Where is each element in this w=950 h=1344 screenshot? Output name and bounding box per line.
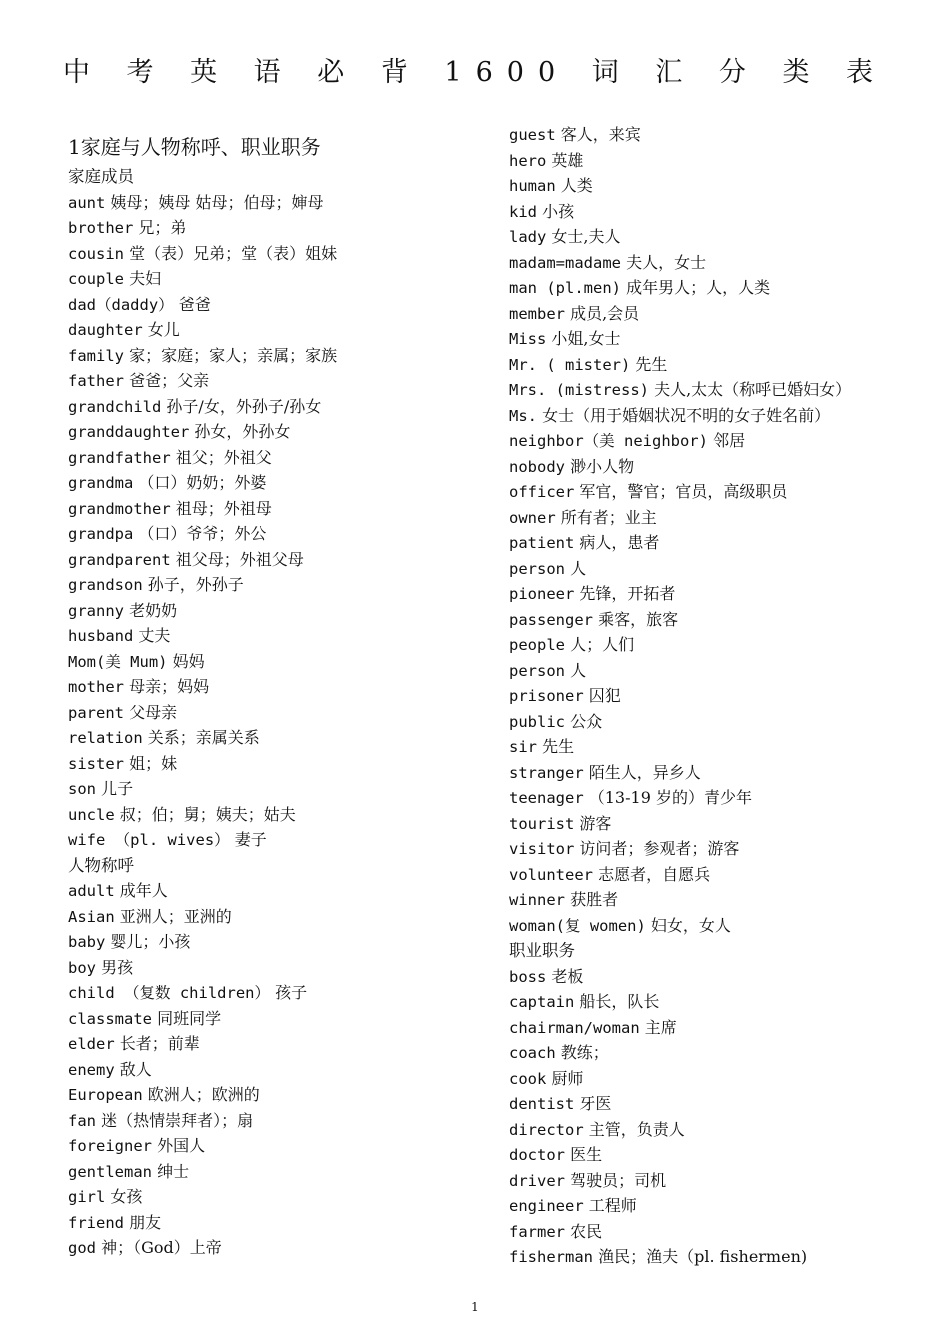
chinese-meaning: 绅士 xyxy=(157,1161,190,1181)
vocab-entry xyxy=(68,445,488,471)
vocab-entry xyxy=(509,1244,929,1270)
vocab-entry xyxy=(509,377,929,403)
vocab-entry xyxy=(509,275,929,301)
vocab-entry xyxy=(509,1142,929,1168)
vocab-entry xyxy=(68,572,488,598)
section-heading: 1家庭与人物称呼、职业职务 xyxy=(68,135,321,159)
english-word: relation xyxy=(68,729,143,747)
chinese-meaning: 渺小人物 xyxy=(570,456,635,476)
chinese-meaning: 孙子/女，外孙子/孙女 xyxy=(166,396,322,416)
chinese-meaning: 人 xyxy=(570,558,587,578)
chinese-meaning: 朋友 xyxy=(129,1212,162,1232)
chinese-meaning: 关系；亲属关系 xyxy=(147,728,260,747)
chinese-meaning: 志愿者，自愿兵 xyxy=(598,864,711,884)
english-word: mother xyxy=(68,678,124,696)
chinese-meaning: 女儿 xyxy=(147,320,180,339)
subheading-text: 家庭成员 xyxy=(68,167,134,186)
english-word: adult xyxy=(68,882,115,900)
chinese-meaning: 牙医 xyxy=(579,1094,612,1113)
english-word: hero xyxy=(509,151,547,170)
english-word: person xyxy=(509,559,565,578)
vocab-entry xyxy=(68,1057,488,1083)
chinese-meaning: 主席 xyxy=(644,1017,677,1037)
english-word: aunt xyxy=(68,193,106,212)
vocab-entry xyxy=(68,649,488,675)
chinese-meaning: 成年男人；人，人类 xyxy=(626,278,771,297)
chinese-meaning: 敌人 xyxy=(119,1059,152,1079)
vocab-entry xyxy=(509,301,929,327)
vocab-entry xyxy=(68,827,488,853)
english-word: prisoner xyxy=(509,687,584,705)
english-word: Mrs. (mistress) xyxy=(509,381,649,399)
vocab-entry xyxy=(509,148,929,174)
vocab-entry xyxy=(509,760,929,786)
english-word: engineer xyxy=(509,1197,584,1215)
english-word: couple xyxy=(68,270,124,288)
english-word: cousin xyxy=(68,244,124,263)
chinese-meaning: 母亲；妈妈 xyxy=(129,677,210,696)
vocab-entry xyxy=(509,734,929,760)
vocab-entry xyxy=(509,122,929,148)
english-word: wife （pl. wives） xyxy=(68,831,230,849)
english-word: madam=madame xyxy=(509,253,621,272)
vocab-entry xyxy=(509,1168,929,1194)
vocab-entry xyxy=(68,215,488,241)
english-word: granny xyxy=(68,601,124,620)
vocab-entry xyxy=(68,751,488,777)
english-word: classmate xyxy=(68,1009,152,1028)
chinese-meaning: 欧洲人；欧洲的 xyxy=(147,1085,260,1104)
vocab-entry xyxy=(68,1184,488,1210)
vocab-entry xyxy=(68,521,488,547)
vocab-entry xyxy=(509,811,929,837)
chinese-meaning: 同班同学 xyxy=(157,1008,222,1028)
chinese-meaning: 姨母；姨母 姑母；伯母；婶母 xyxy=(110,192,324,212)
chinese-meaning: （13-19 岁的）青少年 xyxy=(588,788,752,807)
chinese-meaning: 渔民；渔夫（pl. fishermen) xyxy=(598,1247,808,1266)
vocab-entry xyxy=(68,802,488,828)
chinese-meaning: 叔；伯；舅；姨夫；姑夫 xyxy=(119,804,296,824)
chinese-meaning: 家；家庭；家人；亲属；家族 xyxy=(129,345,338,365)
chinese-meaning: 堂（表）兄弟；堂（表）姐妹 xyxy=(129,243,338,263)
chinese-meaning: 英雄 xyxy=(551,150,584,170)
english-word: friend xyxy=(68,1213,124,1232)
vocab-entry xyxy=(509,989,929,1015)
english-word: officer xyxy=(509,483,575,501)
english-word: grandson xyxy=(68,576,143,594)
english-word: boss xyxy=(509,967,547,986)
english-word: grandmother xyxy=(68,499,171,518)
vocab-entry xyxy=(509,1015,929,1041)
chinese-meaning: 孙子，外孙子 xyxy=(147,575,244,594)
vocab-entry xyxy=(68,776,488,802)
vocab-entry xyxy=(509,556,929,582)
chinese-meaning: 外国人 xyxy=(157,1136,206,1155)
page-number: 1 xyxy=(471,1300,479,1314)
vocab-entry xyxy=(509,352,929,378)
english-word: brother xyxy=(68,219,134,237)
english-word: son xyxy=(68,780,96,798)
vocab-entry xyxy=(68,368,488,394)
english-word: Asian xyxy=(68,907,115,926)
english-word: man (pl.men) xyxy=(509,279,621,297)
chinese-meaning: 厨师 xyxy=(551,1068,584,1088)
chinese-meaning: 船长，队长 xyxy=(579,992,660,1011)
chinese-meaning: 游客 xyxy=(579,813,612,833)
chinese-meaning: 成员,会员 xyxy=(570,303,640,323)
vocab-entry xyxy=(509,1040,929,1066)
english-word: fan xyxy=(68,1111,96,1130)
left-column xyxy=(68,130,488,1261)
vocab-entry xyxy=(68,190,488,216)
chinese-meaning: 祖父；外祖父 xyxy=(175,447,272,467)
english-word: parent xyxy=(68,703,124,722)
chinese-meaning: 囚犯 xyxy=(588,686,621,705)
vocab-entry xyxy=(68,496,488,522)
chinese-meaning: 病人，患者 xyxy=(579,533,660,552)
vocab-entry xyxy=(509,1193,929,1219)
vocab-entry xyxy=(68,1159,488,1185)
chinese-meaning: 祖母；外祖母 xyxy=(175,498,272,518)
english-word: guest xyxy=(509,126,556,144)
english-word: fisherman xyxy=(509,1248,593,1266)
chinese-meaning: 医生 xyxy=(570,1145,603,1164)
vocab-entry xyxy=(68,343,488,369)
vocab-entry xyxy=(509,632,929,658)
subheading xyxy=(68,164,488,190)
english-word: grandfather xyxy=(68,448,171,467)
english-word: grandchild xyxy=(68,397,162,416)
chinese-meaning: 爸爸；父亲 xyxy=(129,371,210,390)
vocab-entry xyxy=(509,1066,929,1092)
vocab-entry xyxy=(68,1006,488,1032)
chinese-meaning: 工程师 xyxy=(588,1196,637,1215)
chinese-meaning: 夫人,太太（称呼已婚妇女） xyxy=(654,380,852,399)
vocab-entry xyxy=(509,709,929,735)
english-word: farmer xyxy=(509,1222,565,1241)
english-word: pioneer xyxy=(509,585,575,603)
english-word: kid xyxy=(509,202,537,221)
vocab-entry xyxy=(509,428,929,454)
english-word: sir xyxy=(509,738,537,756)
english-word: doctor xyxy=(509,1146,565,1164)
vocab-entry xyxy=(68,725,488,751)
chinese-meaning: 女士,夫人 xyxy=(551,227,621,246)
chinese-meaning: （口）爷爷；外公 xyxy=(138,524,267,543)
vocab-entry xyxy=(509,913,929,939)
vocab-entry xyxy=(68,1133,488,1159)
vocab-entry xyxy=(509,199,929,225)
chinese-meaning: 军官，警官；官员，高级职员 xyxy=(579,482,788,501)
chinese-meaning: 先锋，开拓者 xyxy=(579,584,676,603)
chinese-meaning: 祖父母；外祖父母 xyxy=(175,549,304,569)
vocab-entry xyxy=(68,878,488,904)
english-word: god xyxy=(68,1239,96,1257)
vocab-entry xyxy=(509,658,929,684)
english-word: Mom(美 Mum) xyxy=(68,652,168,671)
chinese-meaning: 男孩 xyxy=(101,957,134,977)
vocab-entry xyxy=(68,674,488,700)
english-word: Mr. ( mister) xyxy=(509,355,631,374)
vocab-entry xyxy=(509,862,929,888)
chinese-meaning: 神；（God）上帝 xyxy=(101,1238,222,1257)
vocab-entry xyxy=(68,623,488,649)
chinese-meaning: 女士（用于婚姻状况不明的女子姓名前） xyxy=(542,405,831,425)
chinese-meaning: 父母亲 xyxy=(129,702,178,722)
vocab-entry xyxy=(68,1108,488,1134)
vocab-entry xyxy=(509,326,929,352)
chinese-meaning: 主管，负责人 xyxy=(588,1119,685,1139)
english-word: child （复数 children） xyxy=(68,984,270,1002)
english-word: family xyxy=(68,346,124,365)
vocab-entry xyxy=(68,1031,488,1057)
chinese-meaning: 小孩 xyxy=(542,201,575,221)
vocab-entry xyxy=(68,292,488,318)
vocab-entry xyxy=(68,317,488,343)
left-word-list xyxy=(68,164,488,1261)
subheading xyxy=(509,938,929,964)
vocab-entry xyxy=(68,419,488,445)
vocab-entry xyxy=(509,224,929,250)
english-word: stranger xyxy=(509,763,584,782)
english-word: European xyxy=(68,1086,143,1104)
chinese-meaning: 姐；妹 xyxy=(129,753,178,773)
vocab-entry xyxy=(68,929,488,955)
chinese-meaning: 女孩 xyxy=(110,1187,143,1206)
vocab-entry xyxy=(509,403,929,429)
chinese-meaning: 丈夫 xyxy=(138,626,171,645)
vocab-entry xyxy=(509,454,929,480)
chinese-meaning: 人类 xyxy=(560,176,593,195)
vocab-entry xyxy=(509,1117,929,1143)
english-word: captain xyxy=(509,993,575,1011)
vocab-entry xyxy=(509,505,929,531)
english-word: coach xyxy=(509,1044,556,1062)
english-word: father xyxy=(68,372,124,390)
chinese-meaning: 孩子 xyxy=(275,983,308,1002)
vocab-entry xyxy=(509,836,929,862)
chinese-meaning: 人；人们 xyxy=(570,635,635,654)
page-title: 中 考 英 语 必 背 1600 词 汇 分 类 表 xyxy=(62,57,888,88)
english-word: grandma xyxy=(68,474,134,492)
english-word: boy xyxy=(68,958,96,977)
chinese-meaning: 妻子 xyxy=(234,830,267,849)
chinese-meaning: 陌生人，异乡人 xyxy=(588,762,701,782)
chinese-meaning: 获胜者 xyxy=(570,890,619,909)
chinese-meaning: 所有者；业主 xyxy=(560,507,657,527)
chinese-meaning: 老奶奶 xyxy=(129,600,178,620)
vocab-entry xyxy=(509,581,929,607)
chinese-meaning: （口）奶奶；外婆 xyxy=(138,473,267,492)
english-word: elder xyxy=(68,1035,115,1053)
vocab-entry xyxy=(68,266,488,292)
chinese-meaning: 访问者；参观者；游客 xyxy=(579,839,740,858)
subheading xyxy=(68,853,488,879)
chinese-meaning: 先生 xyxy=(542,737,575,756)
english-word: granddaughter xyxy=(68,423,190,441)
chinese-meaning: 孙女，外孙女 xyxy=(194,422,291,441)
english-word: dad（daddy） xyxy=(68,295,174,314)
english-word: teenager xyxy=(509,789,584,807)
vocab-entry xyxy=(68,1082,488,1108)
chinese-meaning: 邻居 xyxy=(713,431,746,450)
english-word: winner xyxy=(509,891,565,909)
english-word: grandparent xyxy=(68,550,171,569)
chinese-meaning: 人 xyxy=(570,660,587,680)
chinese-meaning: 农民 xyxy=(570,1221,603,1241)
vocab-entry xyxy=(68,700,488,726)
chinese-meaning: 迷（热情崇拜者）；扇 xyxy=(101,1110,254,1130)
english-word: lady xyxy=(509,228,547,246)
english-word: public xyxy=(509,712,565,731)
chinese-meaning: 小姐,女士 xyxy=(551,329,621,348)
english-word: neighbor（美 neighbor) xyxy=(509,432,708,450)
right-column xyxy=(509,122,929,1270)
english-word: tourist xyxy=(509,814,575,833)
vocab-entry xyxy=(509,607,929,633)
vocab-entry xyxy=(509,1091,929,1117)
chinese-meaning: 长者；前辈 xyxy=(119,1034,200,1053)
english-word: people xyxy=(509,636,565,654)
subheading-text: 职业职务 xyxy=(509,941,575,960)
vocab-entry xyxy=(509,1219,929,1245)
chinese-meaning: 乘客，旅客 xyxy=(598,609,679,629)
english-word: Miss xyxy=(509,330,547,348)
english-word: driver xyxy=(509,1171,565,1190)
english-word: woman(复 women) xyxy=(509,916,646,935)
english-word: patient xyxy=(509,534,575,552)
chinese-meaning: 客人，来宾 xyxy=(560,125,641,144)
vocab-entry xyxy=(509,530,929,556)
english-word: human xyxy=(509,177,556,195)
vocab-entry xyxy=(68,241,488,267)
english-word: dentist xyxy=(509,1095,575,1113)
vocab-entry xyxy=(509,785,929,811)
chinese-meaning: 先生 xyxy=(635,354,668,374)
english-word: visitor xyxy=(509,840,575,858)
vocab-entry xyxy=(68,904,488,930)
vocab-entry xyxy=(509,250,929,276)
chinese-meaning: 妈妈 xyxy=(172,651,205,671)
chinese-meaning: 成年人 xyxy=(119,881,168,900)
vocab-entry xyxy=(68,980,488,1006)
vocab-entry xyxy=(68,394,488,420)
vocab-entry xyxy=(509,964,929,990)
vocab-entry xyxy=(68,598,488,624)
vocab-entry xyxy=(509,887,929,913)
english-word: sister xyxy=(68,754,124,773)
vocab-entry xyxy=(509,173,929,199)
chinese-meaning: 夫人，女士 xyxy=(626,252,707,272)
chinese-meaning: 兄；弟 xyxy=(138,218,187,237)
english-word: baby xyxy=(68,933,106,951)
english-word: volunteer xyxy=(509,865,593,884)
vocab-entry xyxy=(68,547,488,573)
subheading-text: 人物称呼 xyxy=(68,855,134,875)
english-word: enemy xyxy=(68,1060,115,1079)
english-word: passenger xyxy=(509,610,593,629)
english-word: Ms. xyxy=(509,406,537,425)
vocab-entry xyxy=(68,955,488,981)
vocab-entry xyxy=(68,470,488,496)
english-word: foreigner xyxy=(68,1137,152,1155)
english-word: daughter xyxy=(68,321,143,339)
english-word: owner xyxy=(509,508,556,527)
english-word: gentleman xyxy=(68,1162,152,1181)
english-word: chairman/woman xyxy=(509,1018,640,1037)
chinese-meaning: 爸爸 xyxy=(178,294,211,314)
english-word: grandpa xyxy=(68,525,134,543)
chinese-meaning: 妇女，女人 xyxy=(650,915,731,935)
chinese-meaning: 夫妇 xyxy=(129,269,162,288)
english-word: husband xyxy=(68,627,134,645)
vocab-entry xyxy=(509,479,929,505)
english-word: cook xyxy=(509,1069,547,1088)
chinese-meaning: 儿子 xyxy=(101,779,134,798)
vocab-entry xyxy=(509,683,929,709)
english-word: director xyxy=(509,1120,584,1139)
chinese-meaning: 公众 xyxy=(570,711,603,731)
chinese-meaning: 亚洲人；亚洲的 xyxy=(119,906,232,926)
english-word: girl xyxy=(68,1188,106,1206)
vocab-entry xyxy=(68,1235,488,1261)
vocab-entry xyxy=(68,1210,488,1236)
english-word: uncle xyxy=(68,805,115,824)
chinese-meaning: 婴儿；小孩 xyxy=(110,932,191,951)
chinese-meaning: 驾驶员；司机 xyxy=(570,1170,667,1190)
chinese-meaning: 老板 xyxy=(551,966,584,986)
chinese-meaning: 教练； xyxy=(560,1043,609,1062)
english-word: person xyxy=(509,661,565,680)
english-word: nobody xyxy=(509,457,565,476)
right-word-list xyxy=(509,122,929,1270)
english-word: member xyxy=(509,304,565,323)
